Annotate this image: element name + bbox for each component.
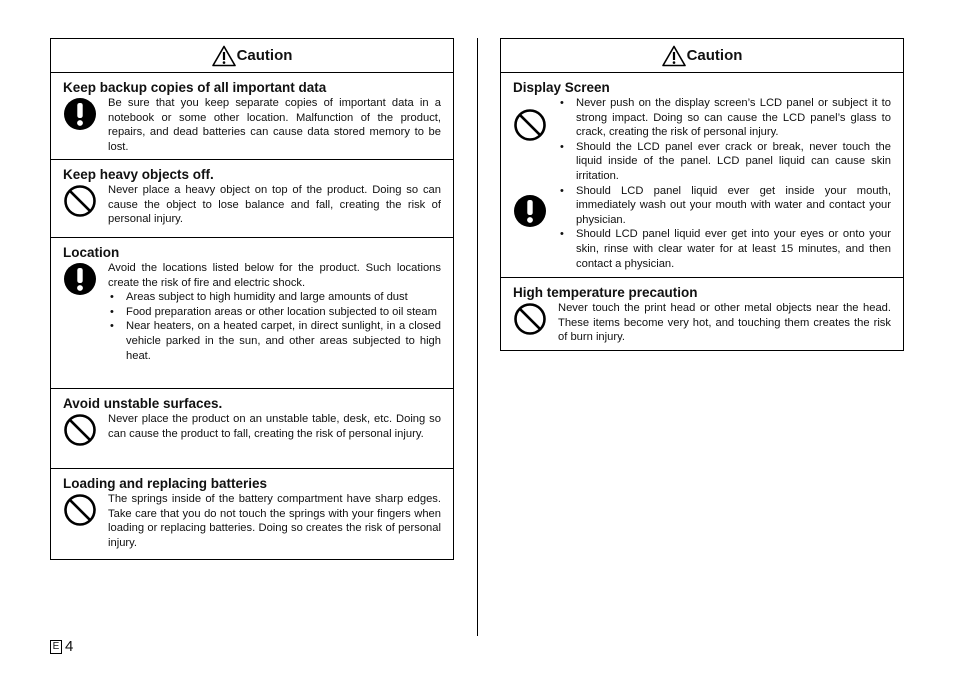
language-mark: E (50, 640, 62, 654)
section-text: Never touch the print head or other metal objects near the head. These items become very hot, and touching them creates the risk of burn injury. (558, 302, 891, 344)
section-display-screen (501, 73, 903, 278)
section-backup (51, 73, 453, 160)
exclamation-icon (63, 262, 97, 296)
section-title: Display Screen (513, 80, 610, 95)
list-item: • Should the LCD panel ever crack or break, never touch the liquid inside of the panel. LCD panel liquid can cause skin irritation. (558, 140, 891, 184)
list-item: • Food preparation areas or other location subjected to oil steam (108, 305, 441, 320)
section-title: Loading and replacing batteries (63, 476, 268, 491)
warning-triangle-icon (212, 45, 236, 67)
exclamation-icon (513, 194, 547, 228)
section-text: Be sure that you keep separate copies of important data in a notebook or some other location. Malfunction of the product, repairs, and dead batteries can cause data stored memory to be lost. (108, 97, 441, 153)
page-number: 4 (65, 638, 74, 655)
list-item: • Near heaters, on a heated carpet, in direct sunlight, in a closed vehicle parked in the sun, and other areas subjected to high heat. (108, 319, 441, 363)
section-title: High temperature precaution (513, 285, 698, 300)
list-item: • Should LCD panel liquid ever get inside your mouth, immediately wash out your mouth with water and contact your physician. (558, 184, 891, 228)
section-unstable-surfaces (51, 389, 453, 469)
list-item: • Should LCD panel liquid ever get into your eyes or onto your skin, rinse with clear water for at least 15 minutes, and then contact a physician. (558, 227, 891, 271)
section-title: Keep heavy objects off. (63, 167, 214, 182)
section-high-temperature (501, 278, 903, 351)
list-item: • Never push on the display screen’s LCD panel or subject it to strong impact. Doing so can cause the LCD panel’s glass to crack, creating the risk of personal injury. (558, 96, 891, 140)
prohibited-icon (63, 493, 97, 527)
section-title: Location (63, 245, 120, 260)
section-title: Avoid unstable surfaces. (63, 396, 223, 411)
section-location (51, 238, 453, 389)
prohibited-icon (63, 413, 97, 447)
section-text: Avoid the locations listed below for the product. Such locations create the risk of fire and electric shock. (108, 262, 441, 289)
warning-triangle-icon (662, 45, 686, 67)
list-item: • Areas subject to high humidity and large amounts of dust (108, 290, 441, 305)
right-caution-box (500, 38, 904, 351)
prohibited-icon (513, 302, 547, 336)
prohibited-icon (63, 184, 97, 218)
section-text: Never place the product on an unstable table, desk, etc. Doing so can cause the product to fall, creating the risk of personal injury. (108, 413, 441, 440)
display-screen-list (558, 96, 891, 271)
caution-header (51, 39, 453, 73)
caution-title: Caution (686, 47, 743, 64)
left-caution-box (50, 38, 454, 560)
section-heavy-objects (51, 160, 453, 238)
exclamation-icon (63, 97, 97, 131)
section-title: Keep backup copies of all important data (63, 80, 327, 95)
page-footer (50, 638, 73, 655)
caution-title: Caution (236, 47, 293, 64)
column-divider (477, 38, 478, 636)
section-text: Never place a heavy object on top of the product. Doing so can cause the object to lose balance and fall, creating the risk of personal injury. (108, 184, 441, 226)
caution-header (501, 39, 903, 73)
prohibited-icon (513, 108, 547, 142)
section-text: The springs inside of the battery compartment have sharp edges. Take care that you do not touch the springs with your fingers when loading or replacing batteries. Doing so creates the risk of personal injury. (108, 493, 441, 549)
location-list (108, 290, 441, 363)
section-batteries (51, 469, 453, 559)
